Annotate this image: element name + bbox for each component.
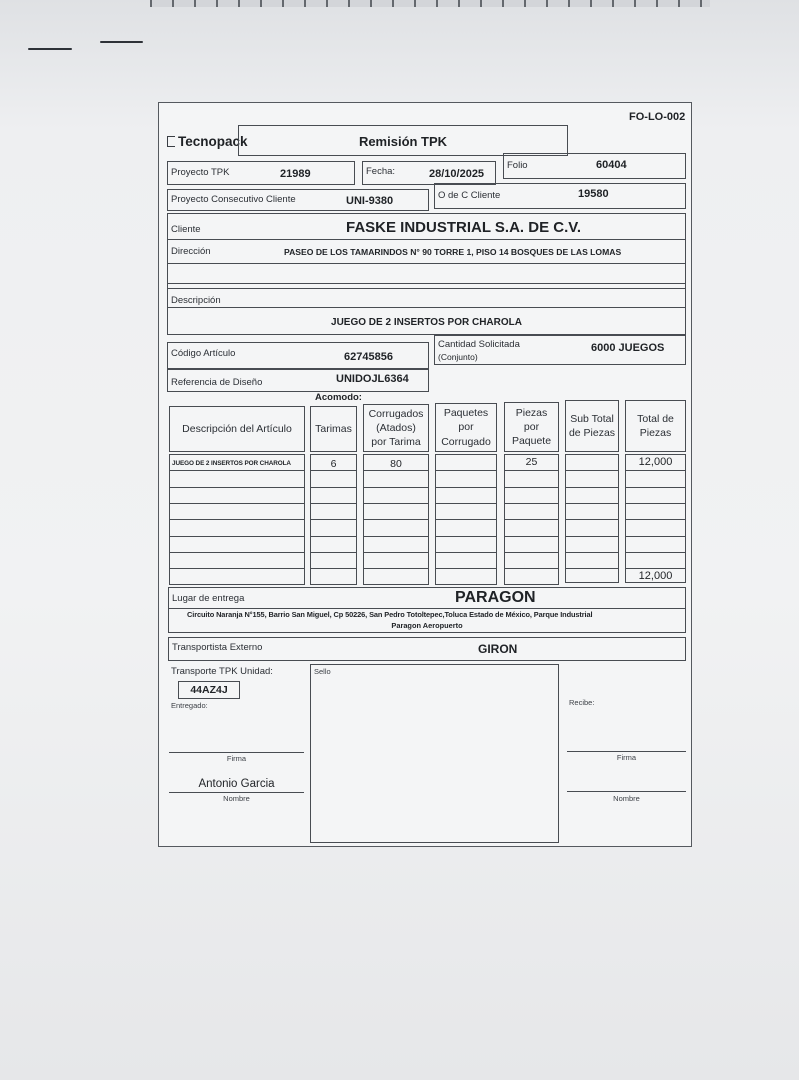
descripcion-block: Descripción JUEGO DE 2 INSERTOS POR CHAROLA: [167, 283, 686, 335]
row1-corrugados: 80: [390, 458, 402, 470]
transportista-value: GIRON: [478, 642, 518, 656]
table-row-line: [310, 536, 357, 537]
entregado-nombre: Antonio Garcia: [198, 778, 275, 790]
table-row-line: [565, 503, 619, 504]
descripcion-value: JUEGO DE 2 INSERTOS POR CHAROLA: [331, 317, 522, 328]
table-row-line: [310, 487, 357, 488]
table-row-line: [310, 503, 357, 504]
acomodo-label: Acomodo:: [315, 392, 362, 403]
grand-total: 12,000: [638, 570, 673, 582]
table-row-line: [435, 470, 497, 471]
table-row-line: [310, 552, 357, 553]
table-row-line: [625, 487, 686, 488]
firma-line-recibe: [567, 751, 686, 752]
table-row-line: [435, 568, 497, 569]
nombre-line-entregado: [169, 792, 304, 793]
row1-total: 12,000: [638, 456, 673, 468]
table-row-line: [435, 487, 497, 488]
odc-value: 19580: [578, 188, 609, 200]
table-row-line: [625, 503, 686, 504]
table-row-line: [504, 568, 559, 569]
table-row-line: [169, 503, 305, 504]
th-subtotal: Sub Total de Piezas: [565, 400, 619, 452]
row1-descripcion: JUEGO DE 2 INSERTOS POR CHAROLA: [172, 460, 291, 467]
table-row-line: [565, 470, 619, 471]
consecutivo-field: Proyecto Consecutivo Cliente UNI-9380: [167, 189, 429, 211]
referencia-value: UNIDOJL6364: [336, 373, 409, 385]
nombre-line-recibe: [567, 791, 686, 792]
sello-box: Sello: [310, 664, 559, 843]
cantidad-value: 6000 JUEGOS: [591, 342, 665, 354]
folio-value: 60404: [596, 159, 627, 171]
address-line-1: Circuito Naranja N°155, Barrio San Miguel, Cp 50226, San Pedro Totoltepec,Toluca Estado de México, Parque Industrial: [187, 610, 593, 619]
th-paquetes: Paquetes por Corrugado: [435, 403, 497, 452]
margin-mark: [28, 48, 72, 50]
table-row-line: [565, 552, 619, 553]
page-title: Remisión TPK: [358, 134, 448, 149]
remision-form: FO-LO-002 Tecnopack Remisión TPK Proyecto TPK 21989 Fecha: 28/10/2025 Folio 60404 Proyecto Consecutivo Cliente UNI-9380 O de C Cliente 19580 Cliente FASKE INDUSTRIAL S.A. DE C.V. Dirección PASEO DE LOS TAMARINDOS N° 90 TORRE 1, PISO 14 BOSQUES DE LAS LOMAS Descripción JUEGO DE 2 INSERTOS POR CHAROLA Código Artículo 62745856 Cantidad Solicitada (Conjunto) 6000 JUEGOS Referencia de Diseño UNIDOJL6364 Acomodo: Descripción del Artículo Tarimas Corrugados (Atados) por Tarima Paquetes por Corrugado Piezas por Paquete Sub Total de Piezas Total de Piezas JUEGO DE 2 INSERTOS POR CHAROLA 6 80 25 12,000 12,000 Lugar de entrega PARAGON Circuito Naranja N°155, Barrio San Miguel, Cp 50226, San Pedro Totoltepec,Toluca Estado de México, Parque Industrial Paragon Aeropuerto Transportista Externo GIRON Transporte TPK Unidad: 44AZ4J Entregado: Firma Antonio Garcia Nombre Sello Recibe: Firma Nombre: [158, 102, 692, 847]
cliente-value: FASKE INDUSTRIAL S.A. DE C.V.: [346, 219, 582, 236]
referencia-field: Referencia de Diseño UNIDOJL6364: [167, 369, 429, 392]
table-row-line: [504, 487, 559, 488]
table-row-line: [310, 568, 357, 569]
proyecto-tpk-value: 21989: [280, 168, 311, 180]
table-row-line: [625, 536, 686, 537]
unidad-value: 44AZ4J: [190, 684, 228, 696]
proyecto-tpk-field: Proyecto TPK 21989: [167, 161, 355, 185]
table-row-line: [310, 470, 357, 471]
address-line-2: Paragon Aeropuerto: [391, 621, 463, 630]
fecha-field: Fecha: 28/10/2025: [362, 161, 496, 185]
top-edge-strip: [150, 0, 710, 7]
table-row-line: [169, 487, 305, 488]
table-row-line: [504, 503, 559, 504]
th-corrugados: Corrugados (Atados) por Tarima: [363, 404, 429, 452]
cliente-block: Cliente FASKE INDUSTRIAL S.A. DE C.V. Dirección PASEO DE LOS TAMARINDOS N° 90 TORRE 1, PISO 14 BOSQUES DE LAS LOMAS: [167, 213, 686, 289]
table-row-line: [363, 568, 429, 569]
table-row-line: [625, 470, 686, 471]
brand-logo: Tecnopack: [167, 135, 248, 150]
table-row-line: [625, 568, 686, 569]
table-row-line: [435, 552, 497, 553]
folio-field: Folio 60404: [503, 153, 686, 179]
lugar-entrega-block: Lugar de entrega PARAGON Circuito Naranja N°155, Barrio San Miguel, Cp 50226, San Pedro Totoltepec,Toluca Estado de México, Parque Industrial Paragon Aeropuerto: [168, 587, 686, 633]
th-tarimas: Tarimas: [310, 406, 357, 452]
fecha-value: 28/10/2025: [429, 168, 485, 180]
table-row-line: [169, 470, 305, 471]
table-row-line: [363, 552, 429, 553]
th-total: Total de Piezas: [625, 400, 686, 452]
firma-line-entregado: [169, 752, 304, 753]
table-row-line: [363, 519, 429, 520]
codigo-value: 62745856: [344, 351, 393, 363]
table-row-line: [169, 568, 305, 569]
transportista-block: Transportista Externo GIRON: [168, 637, 686, 661]
table-row-line: [363, 503, 429, 504]
th-piezas-paquete: Piezas por Paquete: [504, 402, 559, 452]
table-row-line: [565, 536, 619, 537]
consecutivo-value: UNI-9380: [346, 195, 394, 207]
table-row-line: [169, 552, 305, 553]
table-row-line: [504, 552, 559, 553]
table-row-line: [310, 519, 357, 520]
table-row-line: [363, 536, 429, 537]
table-row-line: [504, 470, 559, 471]
table-row-line: [565, 487, 619, 488]
table-row-line: [565, 568, 619, 569]
margin-mark: [100, 41, 143, 43]
table-row-line: [363, 470, 429, 471]
unidad-box: [178, 681, 240, 699]
row1-tarimas: 6: [330, 458, 337, 470]
transporte-label: Transporte TPK Unidad:: [171, 666, 273, 677]
table-row-line: [625, 552, 686, 553]
table-row-line: [565, 519, 619, 520]
table-row-line: [169, 536, 305, 537]
row1-piezas-paquete: 25: [525, 456, 538, 468]
odc-field: O de C Cliente 19580: [434, 183, 686, 209]
th-descripcion: Descripción del Artículo: [169, 406, 305, 452]
cantidad-field: Cantidad Solicitada (Conjunto) 6000 JUEGOS: [434, 335, 686, 365]
codigo-field: Código Artículo 62745856: [167, 342, 429, 369]
table-row-line: [504, 536, 559, 537]
table-row-line: [363, 487, 429, 488]
table-row-line: [625, 519, 686, 520]
table-row-line: [435, 536, 497, 537]
table-row-line: [435, 503, 497, 504]
table-row-line: [504, 519, 559, 520]
lugar-value: PARAGON: [455, 589, 536, 606]
direccion-value: PASEO DE LOS TAMARINDOS N° 90 TORRE 1, PISO 14 BOSQUES DE LAS LOMAS: [284, 247, 622, 257]
form-code: FO-LO-002: [629, 111, 686, 123]
table-row-line: [169, 519, 305, 520]
table-row-line: [435, 519, 497, 520]
